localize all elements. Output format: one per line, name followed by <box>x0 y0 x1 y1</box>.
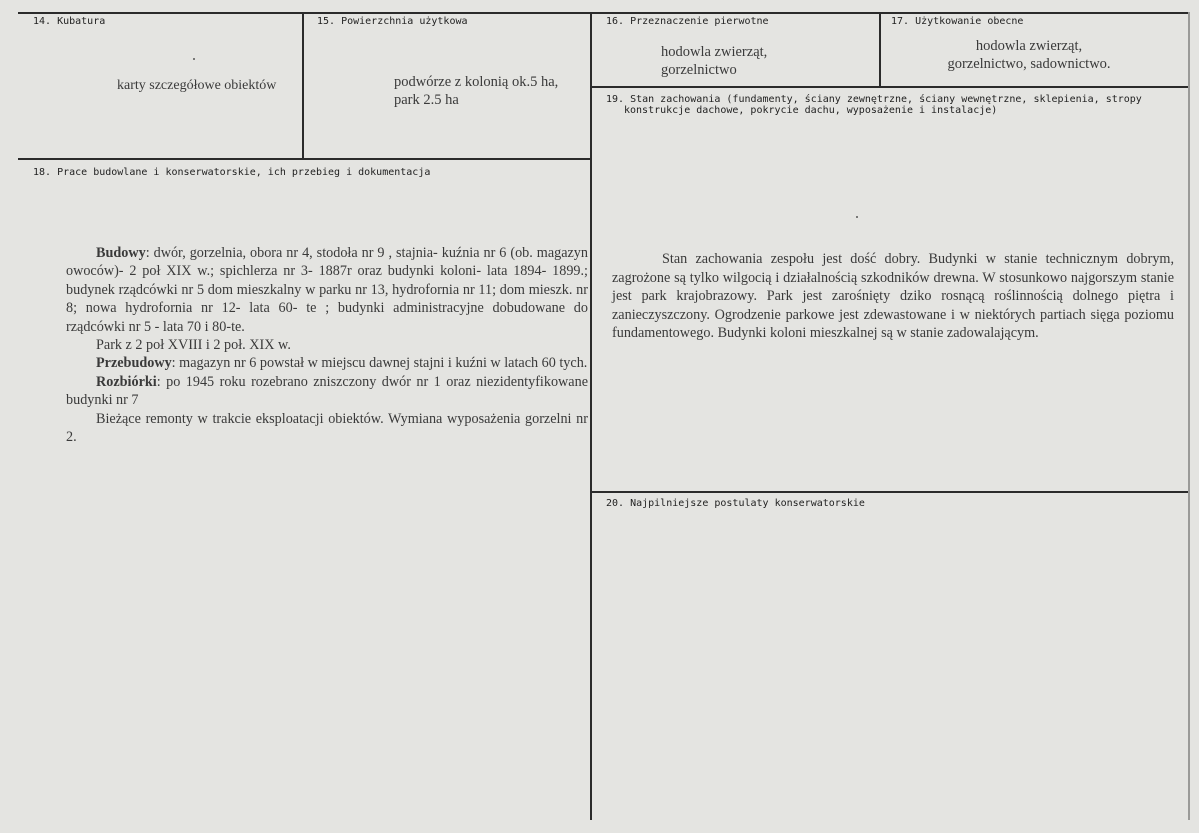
field-19-label <box>606 94 1142 116</box>
field-16-line-1: hodowla zwierząt, <box>661 44 768 60</box>
field-15-line-2: park 2.5 ha <box>394 92 459 109</box>
scan-speck <box>193 58 195 60</box>
divider-16-17 <box>879 12 881 87</box>
f19-bottom <box>592 491 1188 493</box>
field-18-lead-rozbiorki: Rozbiórki <box>96 373 157 390</box>
field-16-label: 16. Przeznaczenie pierwotne <box>606 16 769 27</box>
row1-bottom-left <box>18 158 590 160</box>
field-18-para-budowy <box>66 244 588 336</box>
field-18-para-przebudowy <box>66 354 588 372</box>
field-19-label-line-2: konstrukcje dachowe, pokrycie dachu, wyposażenie i instalacje) <box>624 105 998 116</box>
field-17-line-1: hodowla zwierząt, <box>975 38 1083 54</box>
field-16-line-2: gorzelnictwo <box>661 62 737 79</box>
field-15-label: 15. Powierzchnia użytkowa <box>317 16 468 27</box>
field-18-text-rozbiorki: : po 1945 roku rozebrano zniszczony dwór nr 1 oraz niezidentyfikowane budynki nr 7 <box>66 373 588 409</box>
field-18-text-park: Park z 2 poł XVIII i 2 poł. XIX w. <box>96 337 291 354</box>
field-18-lead-przebudowy: Przebudowy <box>96 355 172 372</box>
field-15-value <box>394 73 558 110</box>
field-19-label-line-1: 19. Stan zachowania (fundamenty, ściany zewnętrzne, ściany wewnętrzne, sklepienia, stropy <box>606 94 1142 105</box>
divider-14-15 <box>302 12 304 159</box>
field-20-label: 20. Najpilniejsze postulaty konserwatorskie <box>606 498 865 509</box>
field-18-text-remonty: Bieżące remonty w trakcie eksploatacji obiektów. Wymiana wyposażenia gorzelni nr 2. <box>66 410 588 446</box>
field-16-value <box>661 43 767 80</box>
field-18-para-remonty <box>66 410 588 447</box>
row1-bottom-right <box>592 86 1188 88</box>
field-17-label: 17. Użytkowanie obecne <box>891 16 1024 27</box>
field-18-label: 18. Prace budowlane i konserwatorskie, ich przebieg i dokumentacja <box>33 167 431 178</box>
field-18-lead-budowy: Budowy <box>96 245 146 261</box>
field-19-paragraph: Stan zachowania zespołu jest dość dobry. Budynki w stanie technicznym dobrym, zagrożone są tylko wilgocią i działalnością szkodników drewna. W stosunkowo najgorszym stanie jest park krajobrazowy. Park jest zarośnięty dziko rosnącą roślinnością dolnego piętra i zanieczyszczony. Ogrodzenie parkowe jest zdewastowane i w niektórych partiach sięga poziomu fundamentowego. Budynki koloni mieszkalnej są w stanie zadowalającym. <box>612 251 1174 342</box>
field-19-text <box>612 250 1174 343</box>
scan-speck <box>856 216 858 218</box>
field-15-line-1: podwórze z kolonią ok.5 ha, <box>394 74 559 90</box>
field-14-value: karty szczegółowe obiektów <box>117 78 277 93</box>
field-17-line-2: gorzelnictwo, sadownictwo. <box>947 56 1111 73</box>
top-border <box>18 12 1188 14</box>
right-edge <box>1188 12 1190 820</box>
field-17-value <box>894 37 1164 74</box>
divider-main <box>590 12 592 820</box>
field-18-para-park <box>66 336 588 354</box>
field-18-text-budowy: : dwór, gorzelnia, obora nr 4, stodoła nr 9 , stajnia- kuźnia nr 6 (ob. magazyn owoców)- 2 poł XIX w.; spichlerza nr 3- 1887r oraz budynki koloni- lata 1894- 1899.; budynek rządcówki nr 5 dom mieszkalny w parku nr 13, hydrofornia nr 11; dom mieszk. nr 8; nowa hydrofornia nr 12- lata 60- te ; budynki administracyjne dobudowane do rządcówki nr 5 - lata 70 i 80-te. <box>66 245 588 335</box>
field-14-label: 14. Kubatura <box>33 16 106 27</box>
field-18-text-przebudowy: : magazyn nr 6 powstał w miejscu dawnej stajni i kuźni w latach 60 tych. <box>171 355 588 372</box>
field-18-para-rozbiorki <box>66 373 588 410</box>
field-18-text <box>66 244 588 446</box>
